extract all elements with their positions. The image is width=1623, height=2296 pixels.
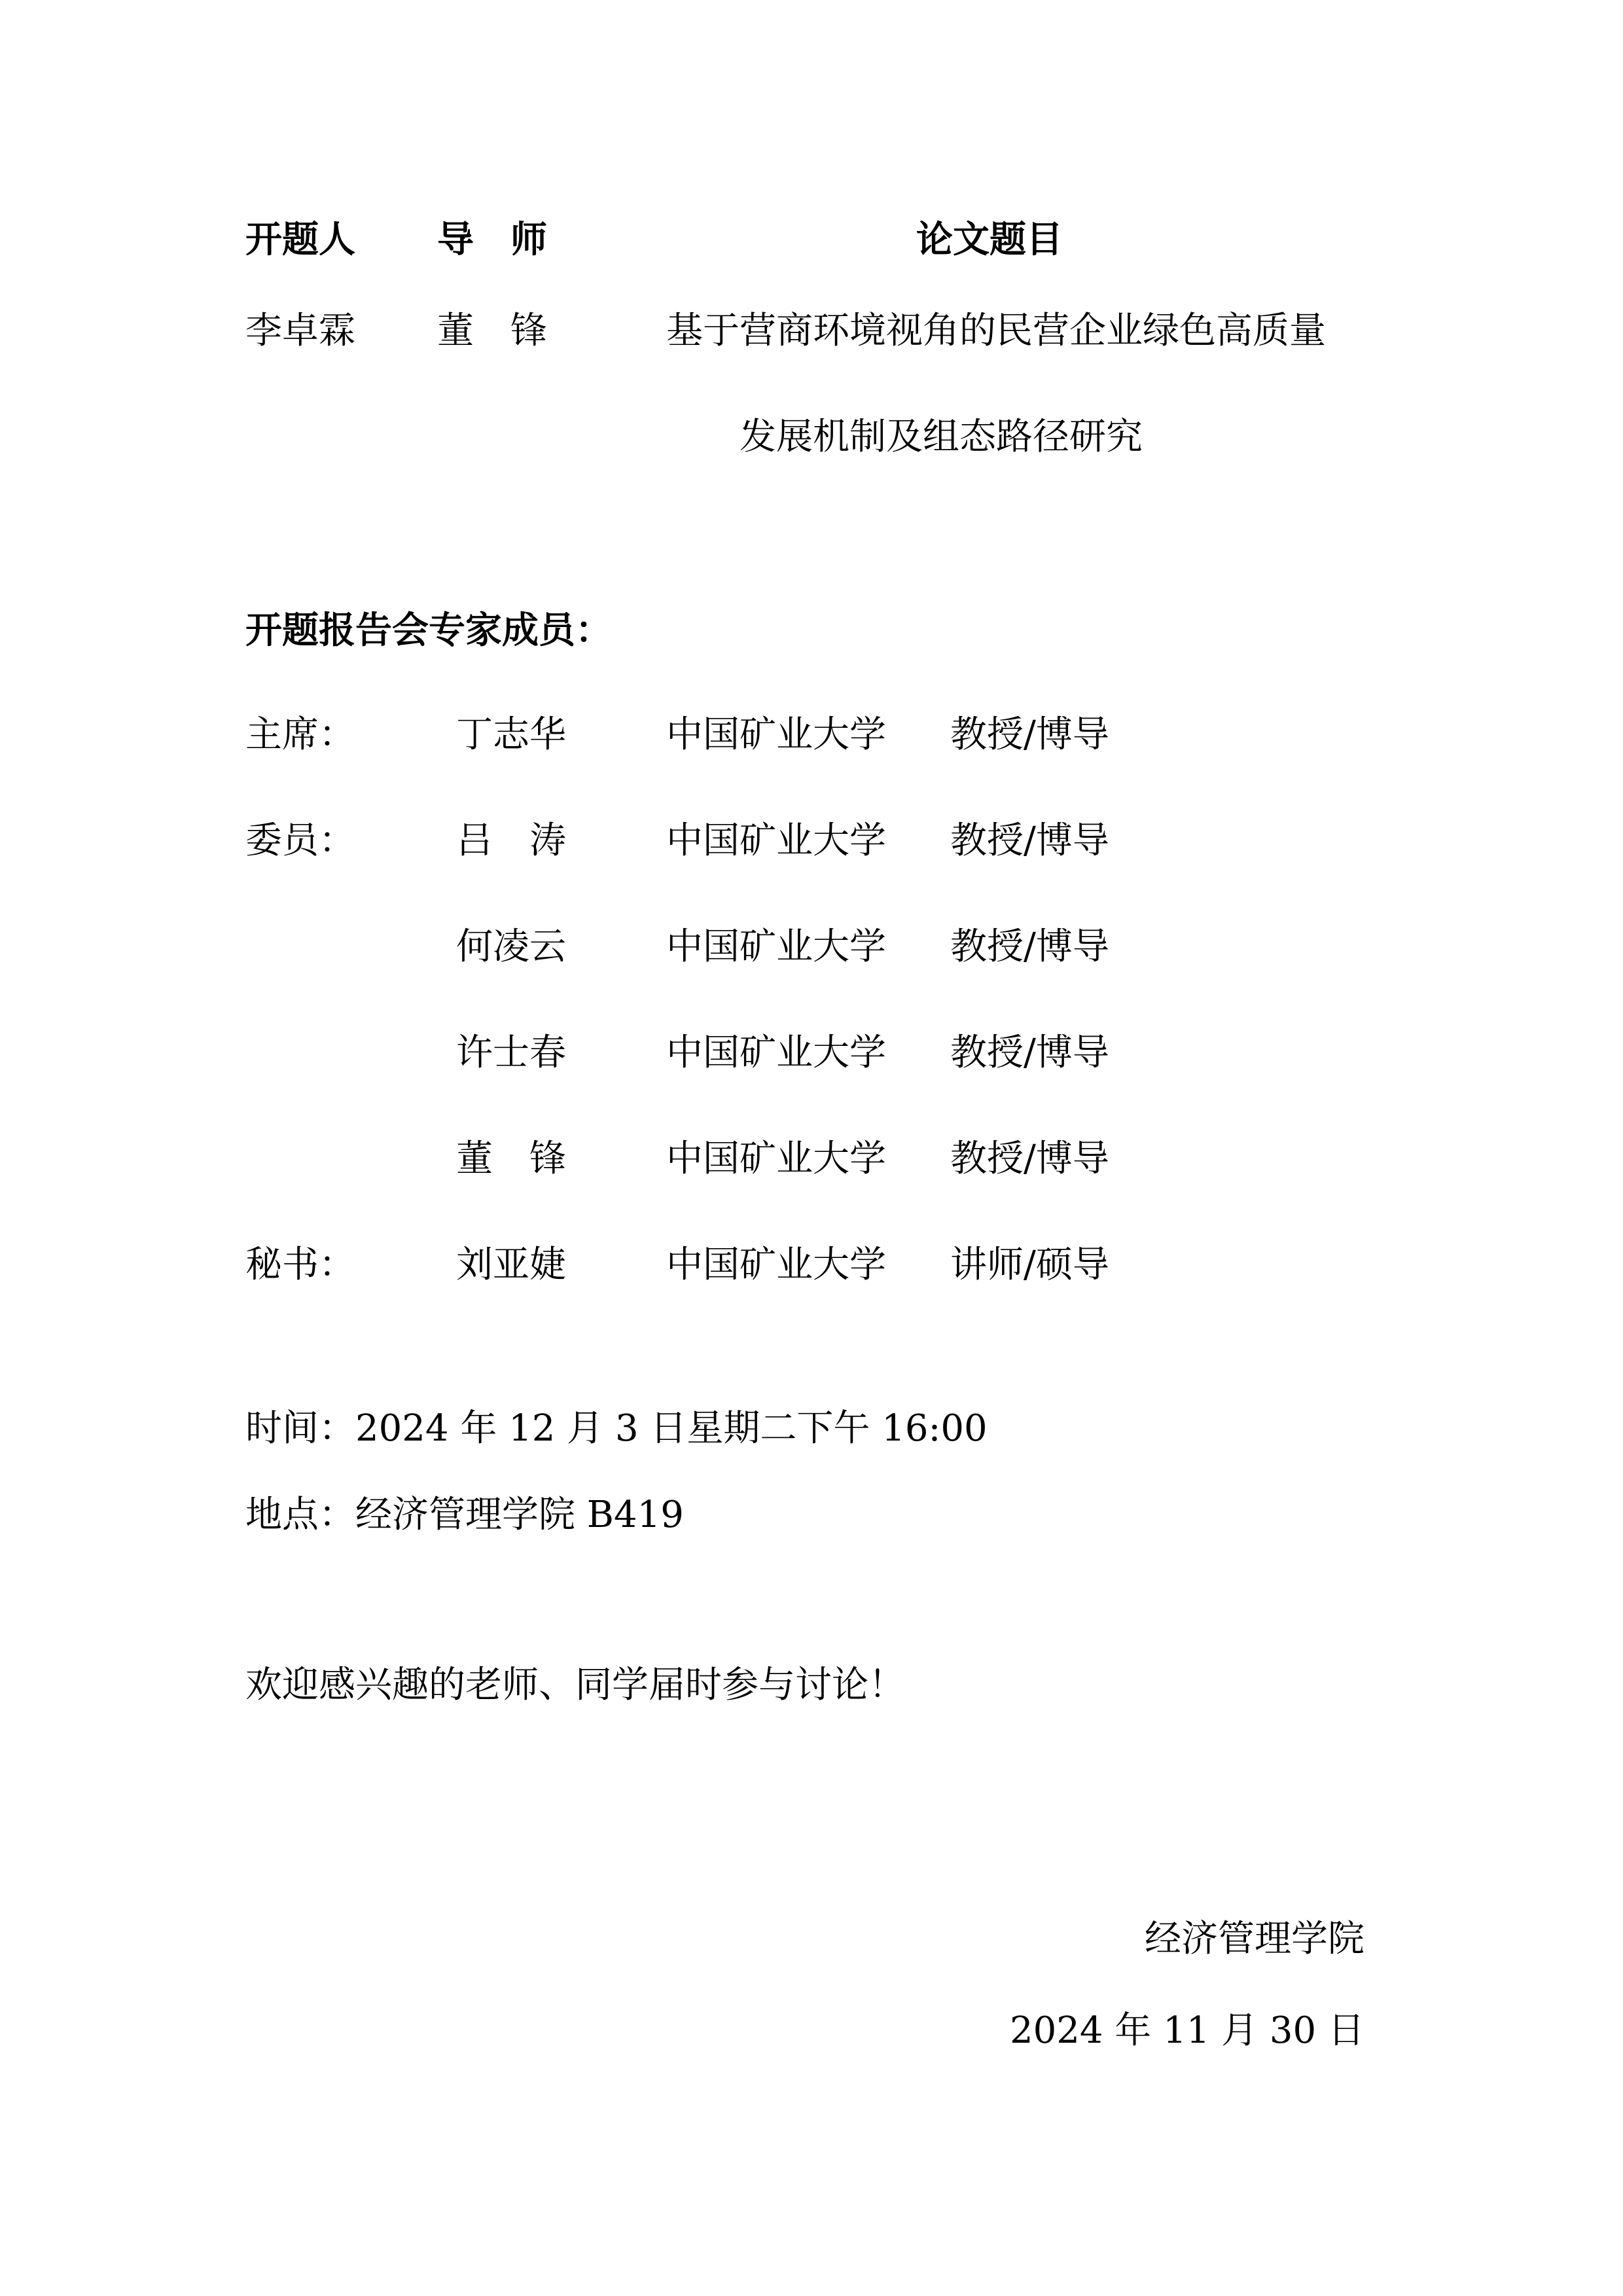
member-org: 中国矿业大学 xyxy=(666,1138,886,1180)
header-advisor: 导 师 xyxy=(437,218,547,261)
member-name: 董 锋 xyxy=(456,1138,566,1180)
member-title: 教授/博导 xyxy=(950,713,1109,756)
member-title: 教授/博导 xyxy=(950,1031,1109,1074)
committee-heading: 开题报告会专家成员： xyxy=(245,609,612,652)
member-name: 吕 涛 xyxy=(456,819,566,862)
signature-date: 2024 年 11 月 30 日 xyxy=(1009,2009,1364,2052)
member-title: 教授/博导 xyxy=(950,925,1109,968)
member-org: 中国矿业大学 xyxy=(666,925,886,968)
meeting-place: 地点：经济管理学院 B419 xyxy=(245,1494,684,1536)
member-title: 讲师/硕导 xyxy=(950,1244,1109,1286)
member-title: 教授/博导 xyxy=(950,819,1109,862)
invitation-text: 欢迎感兴趣的老师、同学届时参与讨论！ xyxy=(245,1664,905,1706)
member-name: 许士春 xyxy=(456,1031,566,1074)
member-title: 教授/博导 xyxy=(950,1138,1109,1180)
signature-org: 经济管理学院 xyxy=(1145,1918,1364,1960)
header-thesis-title: 论文题目 xyxy=(916,218,1063,261)
member-org: 中国矿业大学 xyxy=(666,1244,886,1286)
entry-advisor: 董 锋 xyxy=(437,310,547,352)
member-org: 中国矿业大学 xyxy=(666,713,886,756)
member-name: 刘亚婕 xyxy=(456,1244,566,1286)
entry-title-line1: 基于营商环境视角的民营企业绿色高质量 xyxy=(666,310,1326,352)
member-name: 何凌云 xyxy=(456,925,566,968)
meeting-time: 时间：2024 年 12 月 3 日星期二下午 16:00 xyxy=(245,1407,988,1450)
member-role: 秘书： xyxy=(245,1244,355,1286)
member-role: 主席： xyxy=(245,713,355,756)
entry-presenter: 李卓霖 xyxy=(245,310,355,352)
member-role: 委员： xyxy=(245,819,355,862)
member-org: 中国矿业大学 xyxy=(666,819,886,862)
member-org: 中国矿业大学 xyxy=(666,1031,886,1074)
header-presenter: 开题人 xyxy=(245,218,355,261)
entry-title-line2: 发展机制及组态路径研究 xyxy=(740,416,1143,458)
member-name: 丁志华 xyxy=(456,713,566,756)
